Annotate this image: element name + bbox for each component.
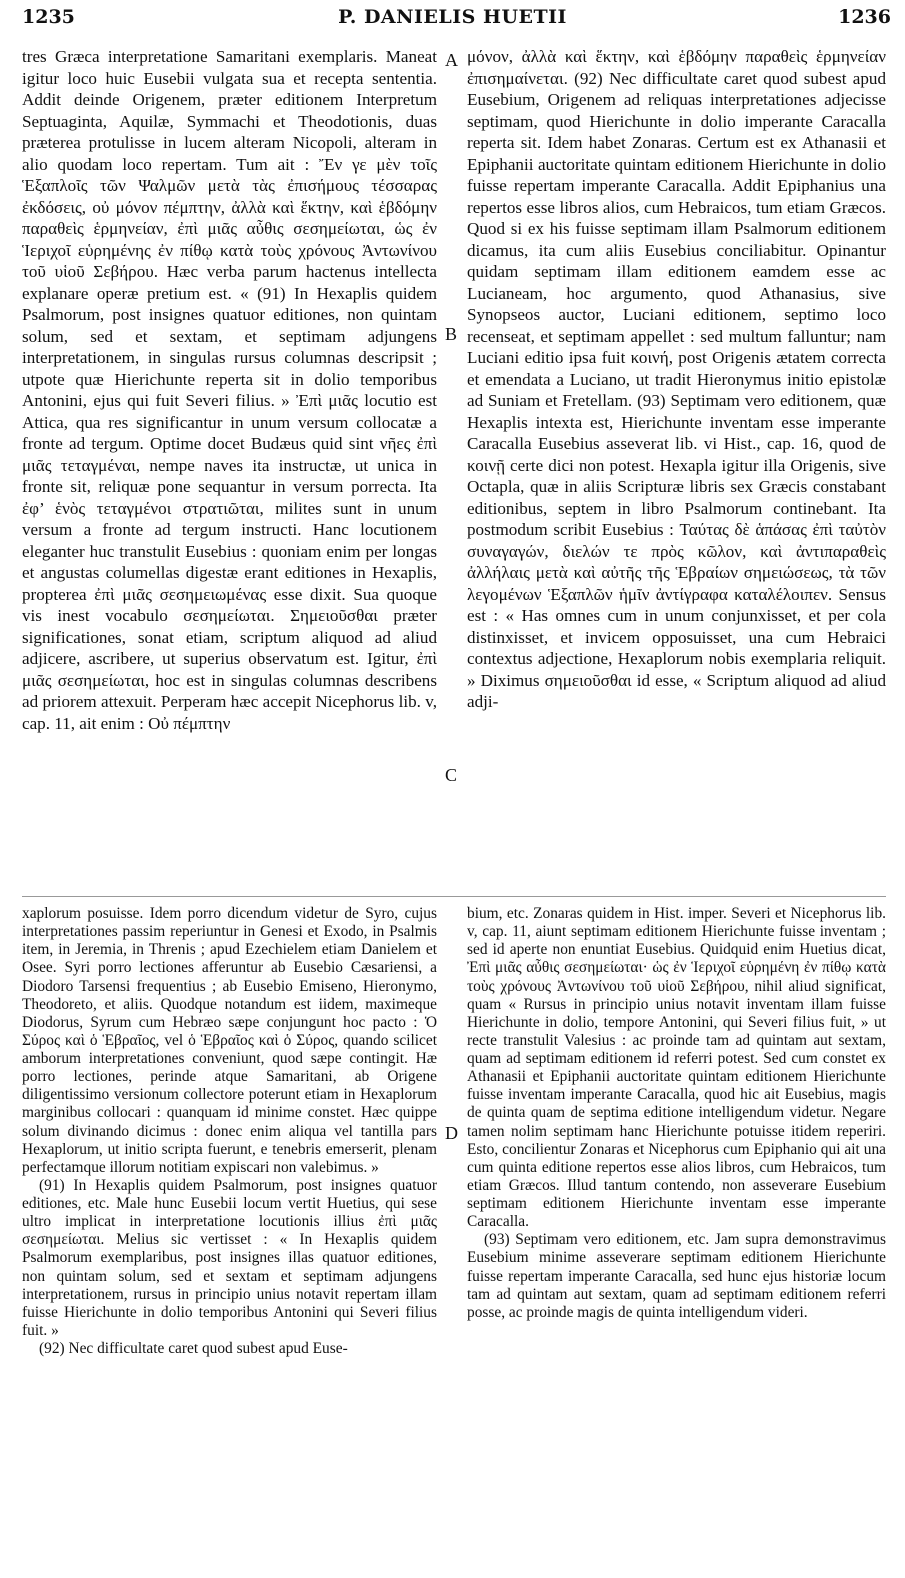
footnote-divider (22, 896, 886, 897)
notes-left-column (22, 905, 437, 1358)
main-text-right: μόνον, ἀλλὰ καὶ ἕκτην, καὶ ἑβδόμην παραθεὶς ἑρμηνείαν ἐπισημαίνεται. (92) Nec difficultate caret quod subest apud Eusebium, Origenem ad reliquas interpretationes adjecisse septimam, quod Hierichunte in dolio imperante Caracalla reperta sit. Idem habet Zonaras. Certum est ex Athanasii et Epiphanii auctoritate quintam editionem Hierichunte in dolio fuisse repertam imperante Caracalla. Addit Epiphanius una repertos esse libros alios, cum Hebraicos, tum etiam Græcos. Quod si ex his fuisse septimam illam Psalmorum editionem dicamus, ita cum aliis Eusebius conciliabitur. Opinantur quidam septimam illam editionem eamdem esse ac Lucianeam, hoc argumento, quod Athanasius, sive Synopseos auctor, Luciani editionem, septimo loco recenseat, et septimam appellet : sed multum falluntur; nam Luciani editio ipsa fuit κοινή, post Origenis ætatem correcta et emendata a Luciano, ut tradit Hieronymus initio epistolæ ad Suniam et Fretellam. (93) Septimam vero editionem, quæ Hexaplis intexta est, Hierichunte inventam esse imperante Caracalla Eusebius asseverat lib. vi Hist., cap. 16, quod de κοινῇ certe dici non potest. Hexapla igitur illa Origenis, sive Octapla, quæ in aliis Scripturæ libris sex Græcis constabant editionibus, septem in libro Psalmorum continebant. Ita postmodum scribit Eusebius : Ταύτας δὲ ἁπάσας ἐπὶ ταὐτὸν συναγαγών, διελών τε πρὸς κῶλον, καὶ ἀντιπαραθεὶς ἀλλήλαις μετὰ καὶ αὐτῆς τῆς Ἑβραίων σημειώσεως, τὰ τῶν λεγομένων Ἑξαπλῶν ἡμῖν ἀντίγραφα καταλέλοιπεν. Sensus est : « Has omnes cum in unum conjunxisset, et per cola distinxisset, et invicem opposuisset, una cum Hebraici contextus adjectione, Hexaplorum nobis exemplaria reliquit. » Diximus σημειοῦσθαι id esse, « Scriptum aliquod ad aliud adji- (467, 47, 886, 712)
note-93: (93) Septimam vero editionem, etc. Jam supra demonstravimus Eusebium minime asseverare septimam editionem Hierichunte fuisse repertam imperante Caracalla, sed hunc ejus historiæ locum tam ad quintam aut sextam, quam ad septimam editionem referri posse, ac proinde magis de quinta intelligendum videri. (467, 1231, 886, 1321)
main-text-right-column (467, 46, 886, 713)
main-text-left-column (22, 46, 437, 735)
left-page-number: 1235 (22, 6, 75, 28)
running-title: P. DANIELIS HUETII (338, 6, 567, 28)
main-text-left: tres Græca interpretatione Samaritani exemplaris. Maneat igitur loco huic Eusebii vulgata sua et recepta sententia. Addit deinde Origenem, præter editionem Interpretum Septuaginta, Aquilæ, Symmachi et Theodotionis, duas præterea protulisse in lucem alteram Nicopoli, alteram in alio quodam loco repertam. Tum ait : Ἔν γε μὲν τοῖς Ἑξαπλοῖς τῶν Ψαλμῶν μετὰ τὰς ἐπισήμους τέσσαρας ἐκδόσεις, οὐ μόνον πέμπτην, ἀλλὰ καὶ ἕκτην, καὶ ἑβδόμην παραθεὶς ἑρμηνείαν, ἐπὶ μιᾶς αὖθις σεσημείωται, ὡς ἐν Ἱεριχοῖ εὑρημένης ἐν πίθῳ κατὰ τοὺς χρόνους Ἀντωνίνου τοῦ υἱοῦ Σεβήρου. Hæc verba parum hactenus intellecta explanare operæ pretium est. « (91) In Hexaplis quidem Psalmorum, post insignes quatuor editiones, non quintam solum, sed et sextam, et septimam adjungens interpretationem, in singulas rursus columnas descripsit ; utpote quæ Hierichunte reperta sit in dolio temporibus Antonini, ejus qui fuit Severi filius. » Ἐπὶ μιᾶς locutio est Attica, qua res significantur in unum versum collocatæ a fronte ad tergum. Optime docet Budæus quid sint νῆες ἐπὶ μιᾶς τεταγμέναι, nempe naves ita instructæ, ut unica in fronte sit, reliquæ pone sequantur in versum porrecta. Ita ἐφ’ ἑνὸς τεταγμένοι στρατιῶται, milites sunt in unum versum a fronte ad tergum instructi. Hanc locutionem eleganter huc transtulit Eusebius : quoniam enim per longas et angustas columellas digestæ erant editiones in Hexaplis, propterea ἐπὶ μιᾶς σεσημειωμένας esse dixit. Sua quoque vis inest vocabulo σεσημείωται. Σημειοῦσθαι præter significationes, sonat etiam, scriptum aliquod ad aliud adjicere, ascribere, ut superius observatum est. Igitur, ἐπὶ μιᾶς σεσημείωται, hoc est in singulas columnas describens ad priorem attexuit. Perperam hæc accepit Nicephorus lib. v, cap. 11, ait enim : Οὐ πέμπτην (22, 47, 437, 733)
note-91: (91) In Hexaplis quidem Psalmorum, post insignes quatuor editiones, etc. Male hunc Eusebii locum vertit Huetius, qui sese ultro implicat in interpretatione locutionis illius ἐπὶ μιᾶς σεσημείωται. Melius sic vertisset : « In Hexaplis quidem Psalmorum exemplaribus, post insignes illas quatuor editiones, non quintam solum, sed et sextam et septimam adjungens interpretationem, rursus in principio unius notavit repertam illam fuisse Hierichunte in dolio temporibus Antonini qui Severi filius fuit. » (22, 1176, 437, 1339)
margin-marker-c: C (445, 765, 458, 785)
notes-right-column (467, 905, 886, 1322)
note-92-continuation: bium, etc. Zonaras quidem in Hist. imper. Severi et Nicephorus lib. v, cap. 11, aiunt septimam editionem Hierichunte fuisse inventam ; sed id aperte non enuntiat Eusebius. Quidquid enim Huetius dicat, Ἐπὶ μιᾶς αὖθις σεσημείωται· ὡς ἐν Ἱεριχοῖ εὑρημένη ἐν πίθῳ κατὰ τοὺς χρόνους Ἀντωνίνου τοῦ υἱοῦ Σεβήρου, nihil aliud significat, quam « Rursus in principio unius notavit inventam illam fuisse Hierichunte in dolio, tempore Antonini, qui Severi filius fuit, » ut recte transtulit Valesius : ac proinde tam ad quintam aut sextam, quam ad septimam editionem id referri potest. Sed cum constet ex Athanasii et Epiphanii auctoritate quintam editionem Hierichunte fuisse inventam imperante Caracalla, quod hic ait Eusebius, magis de quinta quam de septima editione intelligendum videtur. Negare tamen nolim septimam hanc Hierichunte potuisse itidem reperiri. Esto, concilientur Zonaras et Nicephorus cum Epiphanio qui ait una cum quinta editione repertos esse alios libros, cum Hebraicos, tum etiam Græcos. Illud tantum contendo, non asseverare Eusebium septimam editionem Hierichunte inventam esse imperante Caracalla. (467, 905, 886, 1231)
note-92-start: (92) Nec difficultate caret quod subest apud Euse- (39, 1340, 348, 1357)
right-page-number: 1236 (838, 6, 891, 28)
margin-marker-a: A (445, 50, 458, 70)
margin-marker-d: D (445, 1123, 458, 1143)
note-continuation: xaplorum posuisse. Idem porro dicendum videtur de Syro, cujus interpretationes passim reperiuntur in Genesi et Exodo, in Psalmis item, in Jeremia, in Threnis ; apud Ezechielem etiam Danielem et Osee. Syri porro lectiones afferuntur ab Eusebio Cæsariensi, a Diodoro Tarsensi frequentius ; ab Eusebio Emiseno, Hieronymo, Theodoreto, et aliis. Quodque notandum est iidem, maximeque Diodorus, Syrum cum Hebræo sæpe conjungunt hoc pacto : Ὁ Σύρος καὶ ὁ Ἑβραῖος, vel ὁ Ἑβραῖος καὶ ὁ Σύρος, quando scilicet amborum interpretationes conveniunt, quod sæpe contingit. Hæ porro lectiones, perinde atque Samaritani, ab Origene diligentissimo versionum collectore poterunt etiam in Hexaplorum marginibus collocari : quanquam id minime constet. Hæc quippe solum divinando dicimus : donec enim aliqua vel tantilla pars Hexaplorum, ut initio scripta fuerunt, e tenebris emerserit, plenam perfectamque illorum notitiam expiscari non valebimus. » (22, 905, 437, 1176)
margin-marker-b: B (445, 324, 458, 344)
